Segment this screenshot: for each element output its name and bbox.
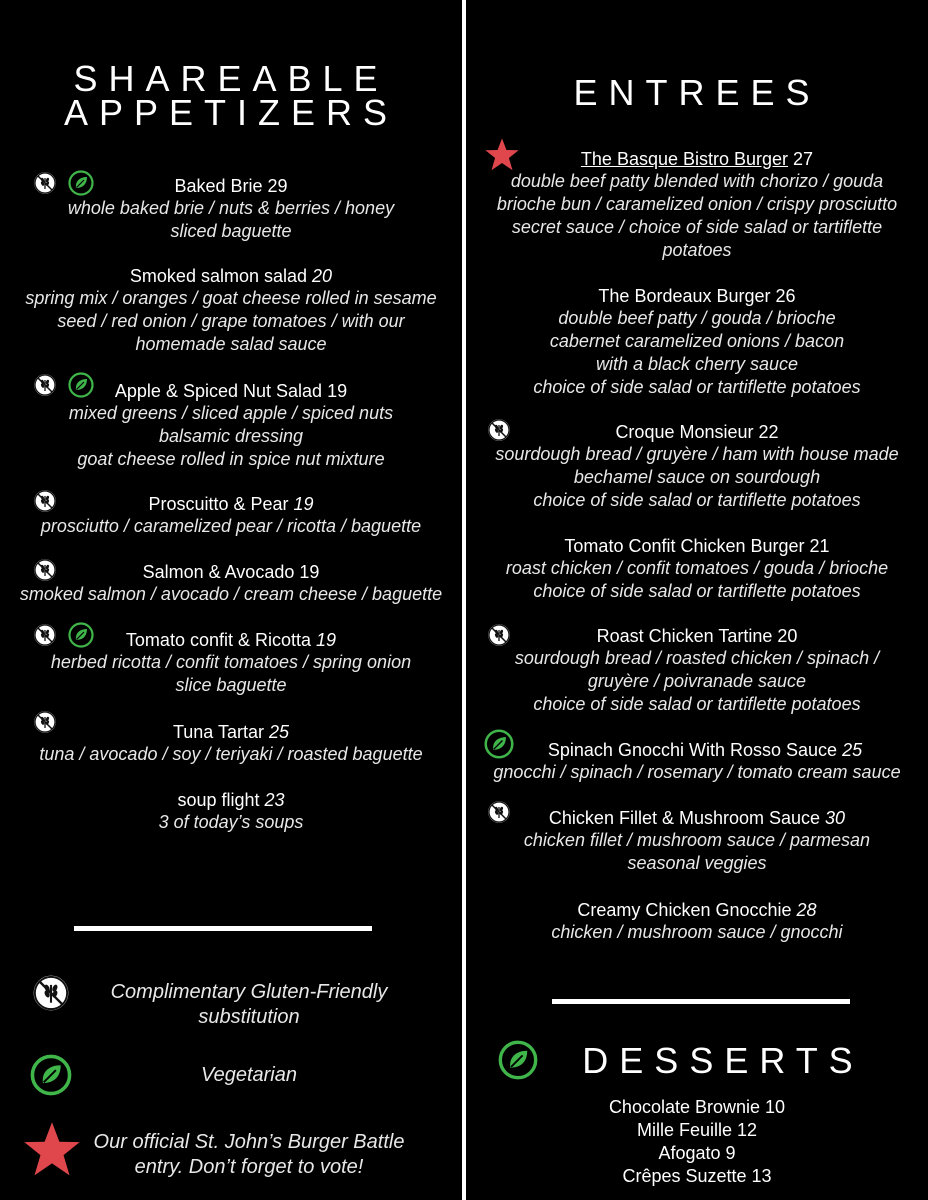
item-desc: homemade salad sauce	[135, 334, 327, 354]
item-desc: cabernet caramelized onions / bacon	[549, 331, 845, 351]
item-desc: goat cheese rolled in spice nut mixture	[77, 449, 385, 469]
menu-item-salmon-avocado	[0, 561, 462, 606]
legend-vegetarian: Vegetarian	[201, 1064, 297, 1086]
item-name: Croque Monsieur	[615, 422, 754, 442]
item-desc: secret sauce / choice of side salad or tartiflette	[511, 217, 883, 237]
legend-text: substitution	[198, 1006, 300, 1028]
item-desc: choice of side salad or tartiflette potatoes	[533, 377, 861, 397]
item-desc: spring mix / oranges / goat cheese rolled in sesame	[25, 288, 437, 308]
item-desc: potatoes	[662, 240, 732, 260]
item-desc: with a black cherry sauce	[595, 354, 799, 374]
entrees-column	[466, 0, 928, 1200]
appetizers-title-line2: APPETIZERS	[63, 92, 399, 133]
menu-item-baked-brie	[0, 175, 462, 243]
item-price: 22	[758, 422, 779, 442]
desserts-list	[466, 1096, 928, 1188]
desserts-title: DESSERTS	[582, 1040, 864, 1081]
menu-item-proscuitto-pear	[0, 493, 462, 538]
item-desc: gnocchi / spinach / rosemary / tomato cream sauce	[493, 762, 901, 782]
item-desc: double beef patty blended with chorizo / gouda	[510, 171, 884, 191]
item-price: 19	[293, 494, 314, 514]
item-desc: sliced baguette	[170, 221, 292, 241]
item-desc: gruyère / poivranade sauce	[587, 671, 807, 691]
item-desc: bechamel sauce on sourdough	[573, 467, 821, 487]
item-price: 20	[312, 266, 333, 286]
menu-item-croque-monsieur	[466, 421, 928, 512]
item-desc: roast chicken / confit tomatoes / gouda / brioche	[505, 558, 889, 578]
item-desc: balsamic dressing	[158, 426, 304, 446]
item-name: Roast Chicken Tartine	[596, 626, 773, 646]
dessert-item: Mille Feuille 12	[636, 1120, 758, 1140]
menu-item-chicken-fillet	[466, 807, 928, 875]
item-price: 30	[825, 808, 846, 828]
legend-text: entry. Don’t forget to vote!	[134, 1156, 364, 1178]
item-desc: choice of side salad or tartiflette potatoes	[533, 490, 861, 510]
item-desc: brioche bun / caramelized onion / crispy prosciutto	[496, 194, 898, 214]
item-name: The Bordeaux Burger	[598, 286, 771, 306]
menu-item-tuna-tartar	[0, 721, 462, 766]
menu-item-basque-bistro-burger	[466, 148, 928, 262]
menu-item-tomato-confit-ricotta	[0, 629, 462, 697]
menu-item-creamy-chicken-gnocchie	[466, 899, 928, 944]
item-desc: tuna / avocado / soy / teriyaki / roasted baguette	[39, 744, 423, 764]
item-name: Chicken Fillet & Mushroom Sauce	[548, 808, 821, 828]
item-desc: chicken / mushroom sauce / gnocchi	[551, 922, 843, 942]
item-price: 27	[793, 149, 814, 169]
item-desc: herbed ricotta / confit tomatoes / spring onion	[50, 652, 412, 672]
item-price: 28	[796, 900, 817, 920]
item-name: The Basque Bistro Burger	[580, 149, 789, 169]
item-desc: chicken fillet / mushroom sauce / parmesan	[523, 830, 871, 850]
menu-item-soup-flight	[0, 789, 462, 834]
item-price: 20	[777, 626, 798, 646]
entrees-title: ENTREES	[573, 72, 821, 113]
section-rule	[74, 926, 372, 931]
item-desc: prosciutto / caramelized pear / ricotta / baguette	[40, 516, 422, 536]
item-desc: whole baked brie / nuts & berries / honey	[67, 198, 395, 218]
item-price: 21	[809, 536, 830, 556]
item-desc: 3 of today’s soups	[158, 812, 304, 832]
item-name: Proscuitto & Pear	[148, 494, 289, 514]
item-desc: seed / red onion / grape tomatoes / with our	[57, 311, 405, 331]
item-price: 25	[842, 740, 863, 760]
menu-item-smoked-salmon-salad	[0, 265, 462, 356]
item-name: soup flight	[177, 790, 260, 810]
item-desc: choice of side salad or tartiflette potatoes	[533, 694, 861, 714]
menu-item-apple-spiced-nut-salad	[0, 380, 462, 471]
appetizers-title-line1: SHAREABLE	[73, 58, 389, 99]
item-price: 26	[775, 286, 796, 306]
item-name: Baked Brie	[174, 176, 263, 196]
item-name: Spinach Gnocchi With Rosso Sauce	[547, 740, 838, 760]
item-desc: sourdough bread / gruyère / ham with house made	[495, 444, 899, 464]
item-price: 25	[269, 722, 290, 742]
item-name: Creamy Chicken Gnocchie	[577, 900, 792, 920]
menu-item-tomato-confit-chicken-burger	[466, 535, 928, 603]
item-name: Salmon & Avocado	[142, 562, 295, 582]
item-name: Tuna Tartar	[172, 722, 264, 742]
legend-text: Our official St. John’s Burger Battle	[93, 1131, 405, 1153]
dessert-item: Crêpes Suzette 13	[622, 1166, 772, 1186]
vegetarian-legend-icon	[30, 1054, 72, 1096]
menu-item-roast-chicken-tartine	[466, 625, 928, 716]
legend-star	[92, 1130, 406, 1180]
section-rule	[552, 999, 850, 1004]
item-price: 23	[264, 790, 285, 810]
item-desc: double beef patty / gouda / brioche	[558, 308, 836, 328]
item-price: 29	[267, 176, 288, 196]
appetizers-column	[0, 0, 462, 1200]
item-name: Tomato Confit Chicken Burger	[564, 536, 805, 556]
item-price: 19	[316, 630, 337, 650]
item-desc: sourdough bread / roasted chicken / spinach /	[514, 648, 880, 668]
item-desc: choice of side salad or tartiflette potatoes	[533, 581, 861, 601]
dessert-item: Afogato 9	[658, 1143, 736, 1163]
dessert-item: Chocolate Brownie 10	[608, 1097, 786, 1117]
menu-item-spinach-gnocchi	[466, 739, 928, 784]
star-legend-icon	[22, 1120, 82, 1180]
item-desc: smoked salmon / avocado / cream cheese / baguette	[19, 584, 443, 604]
menu-item-bordeaux-burger	[466, 285, 928, 399]
item-desc: slice baguette	[175, 675, 287, 695]
item-name: Apple & Spiced Nut Salad	[114, 381, 323, 401]
item-price: 19	[327, 381, 348, 401]
gluten-friendly-legend-icon	[30, 972, 72, 1014]
legend-text: Complimentary Gluten-Friendly	[110, 981, 388, 1003]
item-desc: seasonal veggies	[627, 853, 767, 873]
item-name: Tomato confit & Ricotta	[125, 630, 312, 650]
item-price: 19	[299, 562, 320, 582]
item-name: Smoked salmon salad	[129, 266, 308, 286]
item-desc: mixed greens / sliced apple / spiced nuts	[68, 403, 394, 423]
legend-gluten-friendly	[92, 980, 406, 1030]
